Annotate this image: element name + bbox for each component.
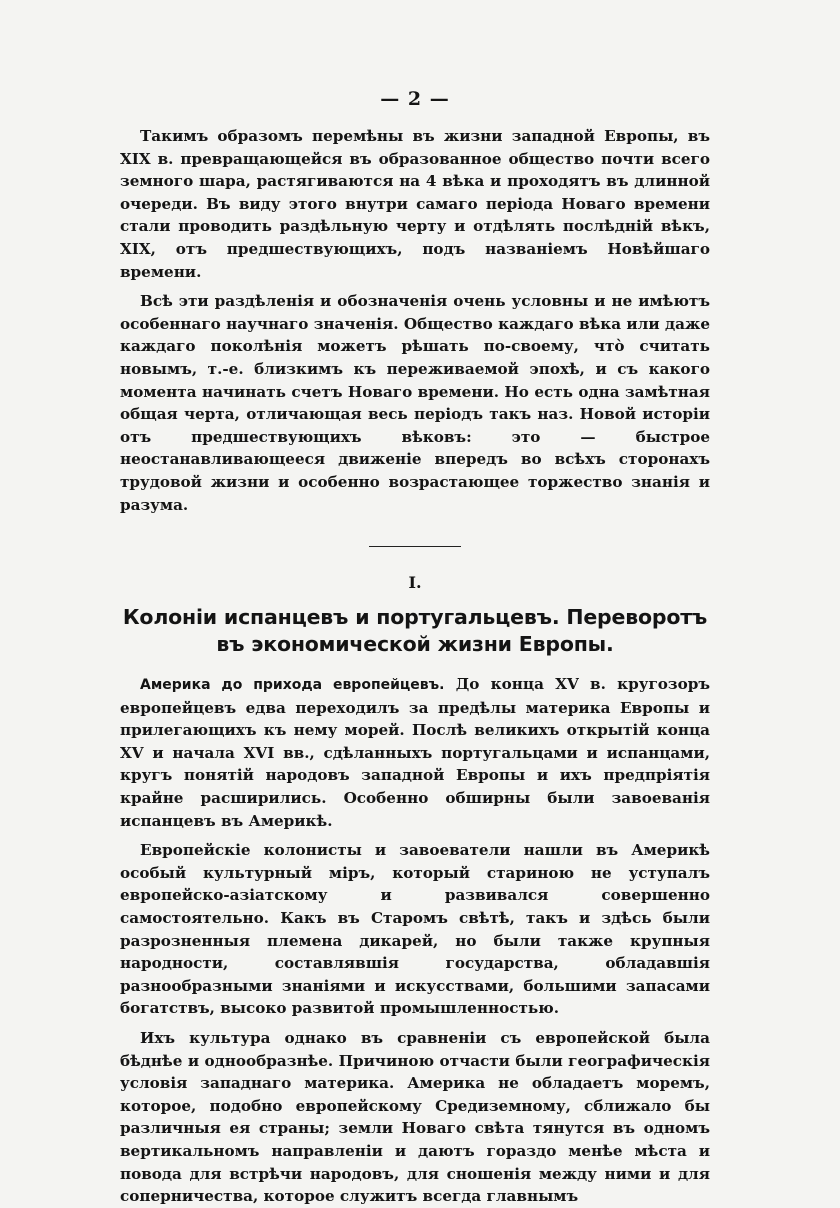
section-divider	[369, 546, 461, 547]
section-lead-heading: Америка до прихода европейцевъ.	[140, 677, 445, 694]
intro-paragraph-1: Такимъ образомъ перемѣны въ жизни западной Европы, въ XIX в. превращающейся въ образованное общество почти всего земного шара, растягиваются на 4 вѣка и проходятъ въ длинной очереди. Въ виду этого внутри самаго періода Новаго времени стали проводить раздѣльную черту и отдѣлять послѣдній вѣкъ, XIX, отъ предшествующихъ, подъ названіемъ Новѣйшаго времени.	[120, 127, 710, 281]
chapter-title	[120, 604, 710, 658]
intro-paragraph-2: Всѣ эти раздѣленія и обозначенія очень условны и не имѣютъ особеннаго научнаго значенія. Общество каждаго вѣка или даже каждаго поколѣнія можетъ рѣшать по-своему, что̀ считать новымъ, т.-е. близкимъ къ переживаемой эпохѣ, и съ какого момента начинать счетъ Новаго времени. Но есть одна замѣтная общая черта, отличающая весь періодъ такъ наз. Новой исторіи отъ предшествующихъ вѣковъ: это — быстрое неостанавливающееся движеніе впередъ во всѣхъ сторонахъ трудовой жизни и особенно возрастающее торжество знанія и разума.	[120, 292, 710, 514]
section-paragraph-3: Ихъ культура однако въ сравненіи съ европейской была бѣднѣе и однообразнѣе. Причиною отчасти были географическія условія западнаго материка. Америка не обладаетъ моремъ, которое, подобно европейскому Средиземному, сближало бы различныя ея страны; земли Новаго свѣта тянутся въ одномъ вертикальномъ направленіи и даютъ гораздо менѣе мѣста и повода для встрѣчи народовъ, для сношенія между ними и для соперничества, которое служитъ всегда главнымъ	[120, 1029, 710, 1206]
chapter-number: I.	[408, 573, 422, 593]
section-paragraph-2: Европейскіе колонисты и завоеватели нашли въ Америкѣ особый культурный міръ, который стариною не уступалъ европейско-азіатскому и развивался совершенно самостоятельно. Какъ въ Старомъ свѣтѣ, такъ и здѣсь были разрозненныя племена дикарей, но были также крупныя народности, составлявшія государства, обладавшія разнообразными знаніями и искусствами, большими запасами богатствъ, высоко развитой промышленностью.	[120, 841, 710, 1018]
section-paragraph-1-text: До конца XV в. кругозоръ европейцевъ едва переходилъ за предѣлы материка Европы и прилегающихъ къ нему морей. Послѣ великихъ открытій конца XV и начала XVI вв., сдѣланныхъ португальцами и испанцами, кругъ понятій народовъ западной Европы и ихъ предпріятія крайне расширились. Особенно обширны были завоеванія испанцевъ въ Америкѣ.	[120, 675, 710, 830]
page-number: — 2 —	[380, 88, 450, 110]
section-paragraph-1	[120, 673, 710, 832]
chapter-title-line-1: Колоніи испанцевъ и португальцевъ. Переворотъ	[122, 605, 708, 630]
book-page	[120, 88, 710, 1208]
chapter-title-line-2: въ экономической жизни Европы.	[216, 632, 614, 657]
